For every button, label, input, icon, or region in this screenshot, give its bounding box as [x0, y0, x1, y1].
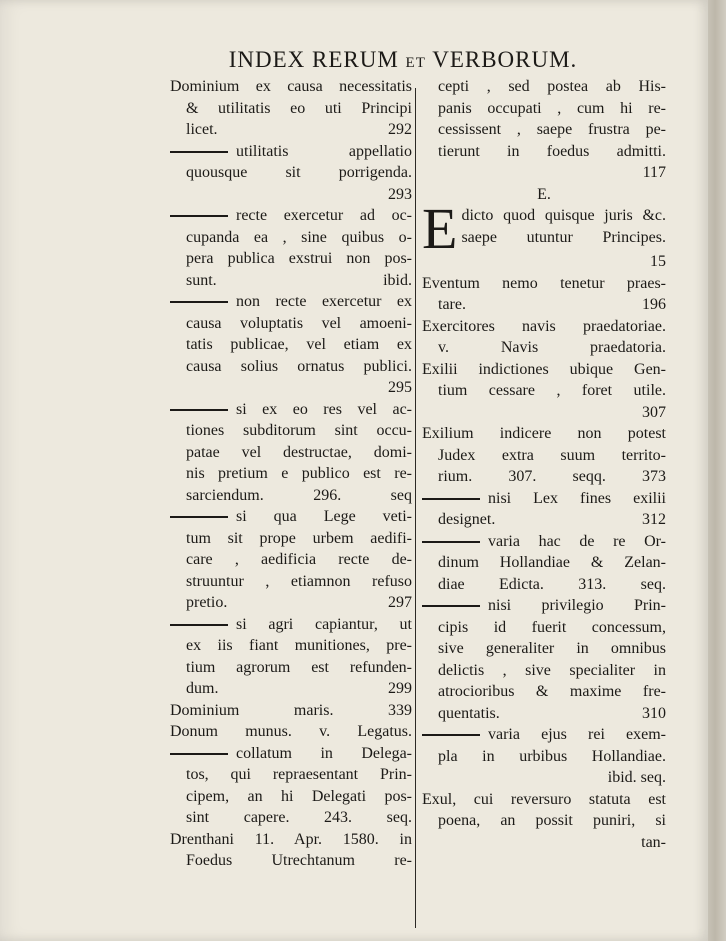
index-line: v. Navis praedatoria. — [438, 339, 666, 356]
index-line: tium agrorum est refunden- — [186, 658, 412, 676]
index-line: cipem, an hi Delegati pos- — [186, 787, 412, 805]
ditto-dash — [170, 409, 228, 411]
index-line: si agri capiantur, ut — [170, 614, 412, 636]
index-line: nisi Lex fines exilii — [422, 488, 666, 510]
index-line: ex iis fiant munitiones, pre- — [186, 637, 412, 654]
index-line: sunt. ibid. — [186, 271, 412, 289]
edicto-entry — [422, 196, 666, 261]
catchword: tan- — [641, 833, 666, 851]
section-heading-e: E. — [537, 185, 551, 203]
index-line: Dominium maris. 339 — [170, 701, 412, 719]
index-line: tiones subditorum sint occu- — [186, 422, 412, 439]
page-ref: 295 — [388, 379, 412, 396]
page-ref: 15 — [650, 253, 666, 270]
index-line: sint capere. 243. seq. — [186, 809, 412, 826]
index-line: panis occupati , cum hi re- — [438, 99, 666, 117]
ditto-dash — [422, 605, 480, 607]
index-line: Eventum nemo tenetur praes- — [422, 274, 666, 292]
index-line: quentatis. 310 — [438, 704, 666, 722]
index-line: struuntur , etiamnon refuso — [186, 572, 412, 590]
page-edge — [708, 0, 726, 941]
index-line: delictis , sive specialiter in — [438, 661, 666, 679]
index-line: recte exercetur ad oc- — [170, 205, 412, 227]
right-column — [422, 76, 666, 853]
index-line: rium. 307. seqq. 373 — [438, 468, 666, 485]
index-line: sarciendum. 296. seq — [186, 486, 412, 504]
index-line: pretio. 297 — [186, 594, 412, 611]
index-line: si ex eo res vel ac- — [170, 399, 412, 421]
ditto-dash — [170, 301, 228, 303]
index-line: tium cessare , foret utile. — [438, 382, 666, 399]
index-line: licet. 292 — [186, 121, 412, 138]
index-line: poena, an possit puniri, si — [438, 812, 666, 829]
index-line: nis pretium e publico est re- — [186, 465, 412, 482]
page-header — [168, 47, 638, 73]
page-ref: 117 — [642, 164, 666, 181]
ditto-dash — [170, 151, 228, 153]
index-line: varia ejus rei exem- — [422, 724, 666, 746]
left-column — [170, 76, 412, 872]
index-line: tare. 196 — [438, 296, 666, 313]
ditto-dash — [422, 734, 480, 736]
index-line: tatis publicae, vel etiam ex — [186, 336, 412, 353]
index-line: & utilitatis eo uti Principi — [186, 99, 412, 117]
index-line: cessissent , saepe frustra pe- — [438, 121, 666, 138]
index-line: nisi privilegio Prin- — [422, 595, 666, 617]
index-line: causa solius ornatus publici. — [186, 357, 412, 375]
index-line: designet. 312 — [438, 511, 666, 528]
index-line: varia hac de re Or- — [422, 531, 666, 553]
index-line: saepe utuntur Principes. — [461, 228, 666, 246]
index-line: causa voluptatis vel amoeni- — [186, 314, 412, 332]
index-line: Exul, cui reversuro statuta est — [422, 790, 666, 808]
page-ref: 293 — [388, 185, 412, 203]
index-line: diae Edicta. 313. seq. — [438, 575, 666, 593]
index-line: collatum in Delega- — [170, 743, 412, 765]
index-line: quousque sit porrigenda. — [186, 164, 412, 181]
index-line: Exilii indictiones ubique Gen- — [422, 360, 666, 378]
index-line: Judex extra suum territo- — [438, 446, 666, 464]
index-line: tos, qui repraesentant Prin- — [186, 766, 412, 783]
page-ref: 307 — [642, 403, 666, 421]
index-line: atrocioribus & maxime fre- — [438, 683, 666, 700]
index-line: cupanda ea , sine quibus o- — [186, 228, 412, 246]
index-line: Exercitores navis praedatoriae. — [422, 317, 666, 335]
ditto-dash — [170, 516, 228, 518]
ditto-dash — [170, 624, 228, 626]
index-line: pera publica exstrui non pos- — [186, 250, 412, 267]
index-line: cipis id fuerit concessum, — [438, 618, 666, 636]
ditto-dash — [422, 541, 480, 543]
index-line: Drenthani 11. Apr. 1580. in — [170, 830, 412, 848]
drop-cap-e: E — [422, 196, 458, 261]
ditto-dash — [422, 498, 480, 500]
index-line: Foedus Utrechtanum re- — [186, 852, 412, 869]
index-line: cepti , sed postea ab His- — [438, 78, 666, 95]
index-line: sive generaliter in omnibus — [438, 640, 666, 657]
column-divider — [415, 88, 416, 928]
index-line: Exilium indicere non potest — [422, 425, 666, 442]
page-ref: ibid. seq. — [607, 769, 666, 786]
index-line: dum. 299 — [186, 680, 412, 697]
index-line: care , aedificia recte de- — [186, 551, 412, 568]
index-line: tum sit prope urbem aedifi- — [186, 529, 412, 547]
index-line: patae vel destructae, domi- — [186, 443, 412, 461]
index-line: dicto quod quisque juris &c. — [461, 207, 666, 224]
index-line: dinum Hollandiae & Zelan- — [438, 554, 666, 571]
ditto-dash — [170, 215, 228, 217]
index-line: non recte exercetur ex — [170, 291, 412, 313]
index-line: Dominium ex causa necessitatis — [170, 78, 412, 95]
header-title-et: ET — [405, 55, 426, 71]
index-line: pla in urbibus Hollandiae. — [438, 747, 666, 765]
index-line: utilitatis appellatio — [170, 141, 412, 163]
index-line: tierunt in foedus admitti. — [438, 142, 666, 160]
index-line: si qua Lege veti- — [170, 506, 412, 528]
header-title-b: VERBORUM. — [432, 47, 578, 72]
ditto-dash — [170, 753, 228, 755]
index-line: Donum munus. v. Legatus. — [170, 723, 412, 740]
header-title-a: INDEX RERUM — [228, 47, 399, 72]
